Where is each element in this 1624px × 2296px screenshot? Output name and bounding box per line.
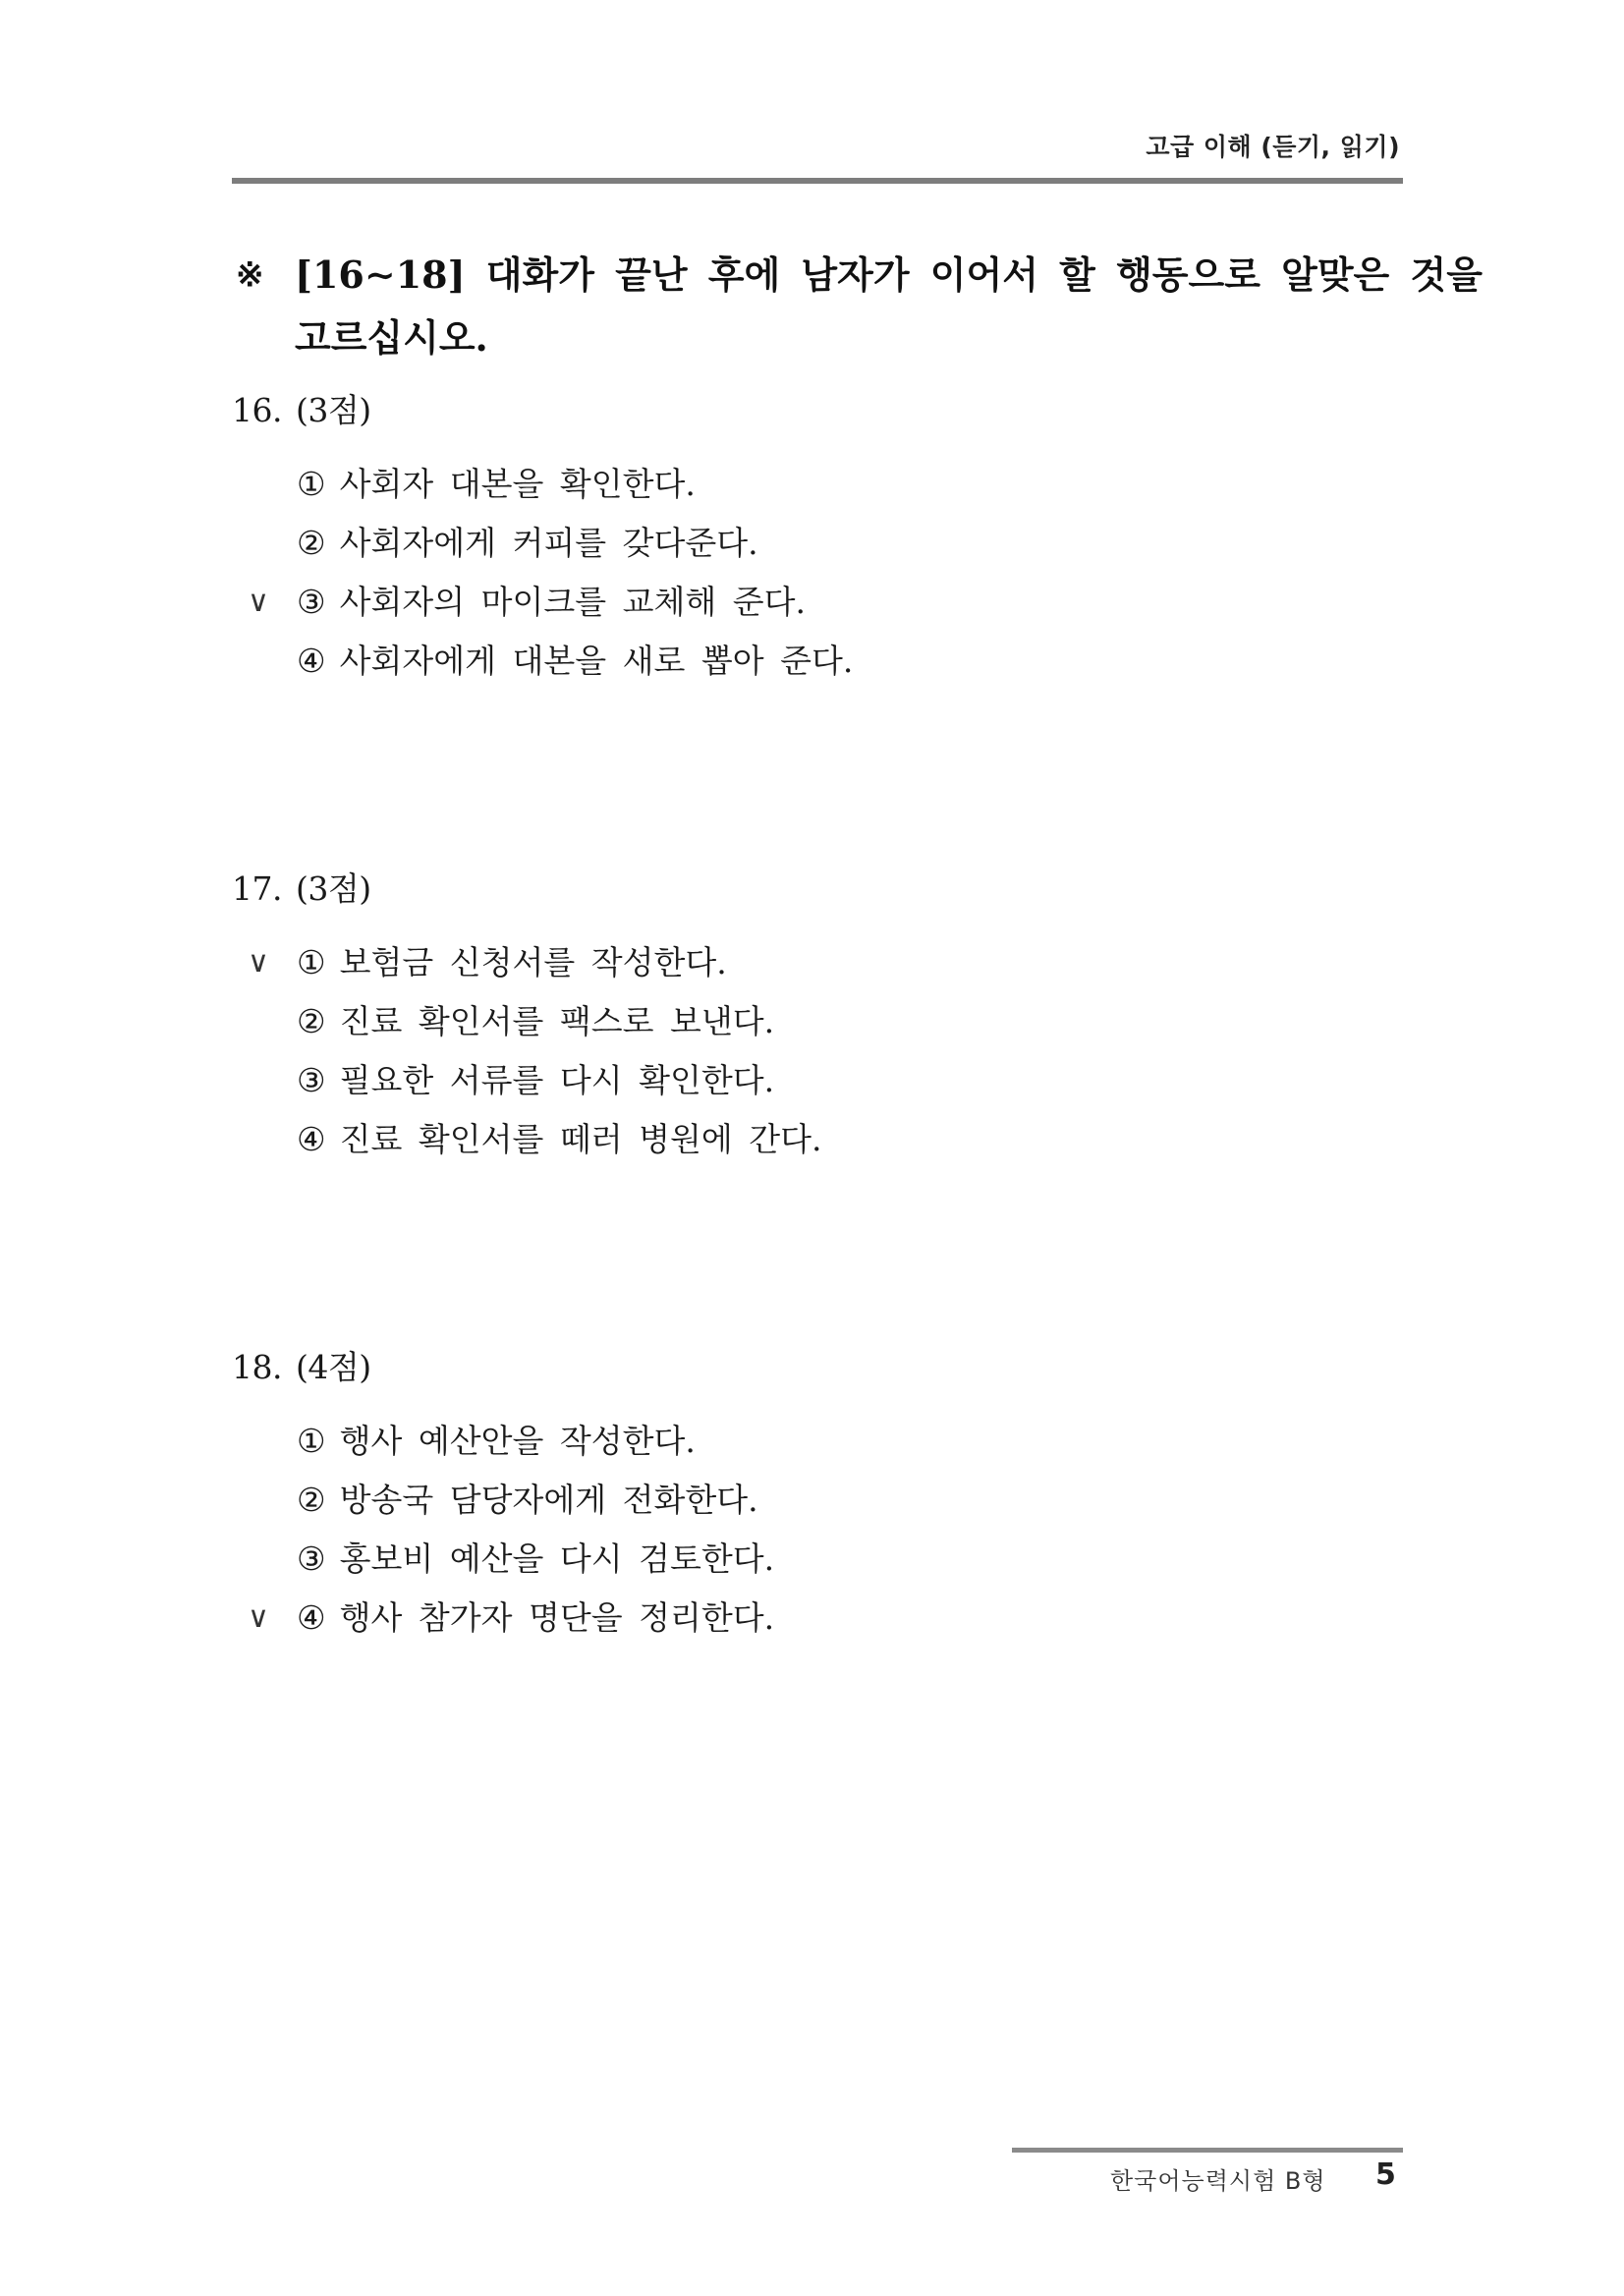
option-2[interactable]: [232, 992, 1401, 1051]
option-marker: ③: [297, 1540, 326, 1578]
instruction-line-1: [16∼18] 대화가 끝난 후에 남자가 이어서 할 행동으로 알맞은 것을: [295, 252, 1483, 297]
footer-exam-name: 한국어능력시험 B형: [1110, 2167, 1326, 2195]
option-2[interactable]: [232, 1471, 1401, 1530]
option-marker: ④: [297, 642, 326, 680]
question-points: (3점): [295, 869, 371, 908]
option-3[interactable]: [232, 573, 1401, 632]
option-marker: ③: [297, 583, 326, 621]
question-header: [232, 386, 1401, 435]
option-text: 진료 확인서를 팩스로 보낸다.: [339, 1002, 775, 1040]
option-text: 사회자에게 대본을 새로 뽑아 준다.: [339, 642, 854, 680]
question-16: [232, 386, 1401, 691]
option-4[interactable]: [232, 1110, 1401, 1169]
option-marker: ①: [297, 1422, 326, 1460]
page-number: 5: [1375, 2157, 1396, 2192]
option-list: [232, 1412, 1401, 1648]
question-17: [232, 865, 1401, 1169]
option-1[interactable]: [232, 455, 1401, 514]
option-text: 필요한 서류를 다시 확인한다.: [339, 1061, 775, 1099]
option-text: 홍보비 예산을 다시 검토한다.: [339, 1540, 775, 1578]
check-mark: ∨: [248, 585, 269, 619]
option-text: 보험금 신청서를 작성한다.: [339, 943, 727, 981]
option-marker: ②: [297, 1002, 326, 1040]
option-marker: ①: [297, 943, 326, 981]
option-text: 진료 확인서를 떼러 병원에 간다.: [339, 1120, 822, 1158]
option-marker: ④: [297, 1120, 326, 1158]
option-4[interactable]: [232, 632, 1401, 691]
option-marker: ②: [297, 1481, 326, 1519]
option-3[interactable]: [232, 1530, 1401, 1589]
option-marker: ①: [297, 465, 326, 503]
option-3[interactable]: [232, 1051, 1401, 1110]
option-text: 행사 참가자 명단을 정리한다.: [339, 1598, 775, 1637]
option-marker: ③: [297, 1061, 326, 1099]
section-header-title: 고급 이해 (듣기, 읽기): [1146, 133, 1400, 161]
footer-rule: [1012, 2148, 1403, 2153]
reference-mark: ※: [236, 255, 264, 295]
question-number: 17.: [232, 869, 282, 908]
option-text: 사회자의 마이크를 교체해 준다.: [339, 583, 806, 621]
header-rule: [232, 178, 1403, 184]
option-list: [232, 933, 1401, 1169]
option-marker: ④: [297, 1598, 326, 1637]
check-mark: ∨: [248, 945, 269, 980]
option-marker: ②: [297, 524, 326, 562]
question-points: (3점): [295, 391, 371, 429]
option-4[interactable]: [232, 1589, 1401, 1648]
question-points: (4점): [295, 1348, 371, 1386]
option-2[interactable]: [232, 514, 1401, 573]
question-header: [232, 865, 1401, 914]
question-18: [232, 1343, 1401, 1648]
question-number: 18.: [232, 1348, 282, 1386]
option-1[interactable]: [232, 933, 1401, 992]
option-text: 행사 예산안을 작성한다.: [339, 1422, 696, 1460]
option-text: 사회자 대본을 확인한다.: [339, 465, 696, 503]
option-text: 사회자에게 커피를 갖다준다.: [339, 524, 758, 562]
option-text: 방송국 담당자에게 전화한다.: [339, 1481, 758, 1519]
instruction-line-2: 고르십시오.: [295, 315, 488, 360]
question-header: [232, 1343, 1401, 1392]
option-list: [232, 455, 1401, 691]
option-1[interactable]: [232, 1412, 1401, 1471]
question-number: 16.: [232, 391, 282, 429]
check-mark: ∨: [248, 1600, 269, 1635]
